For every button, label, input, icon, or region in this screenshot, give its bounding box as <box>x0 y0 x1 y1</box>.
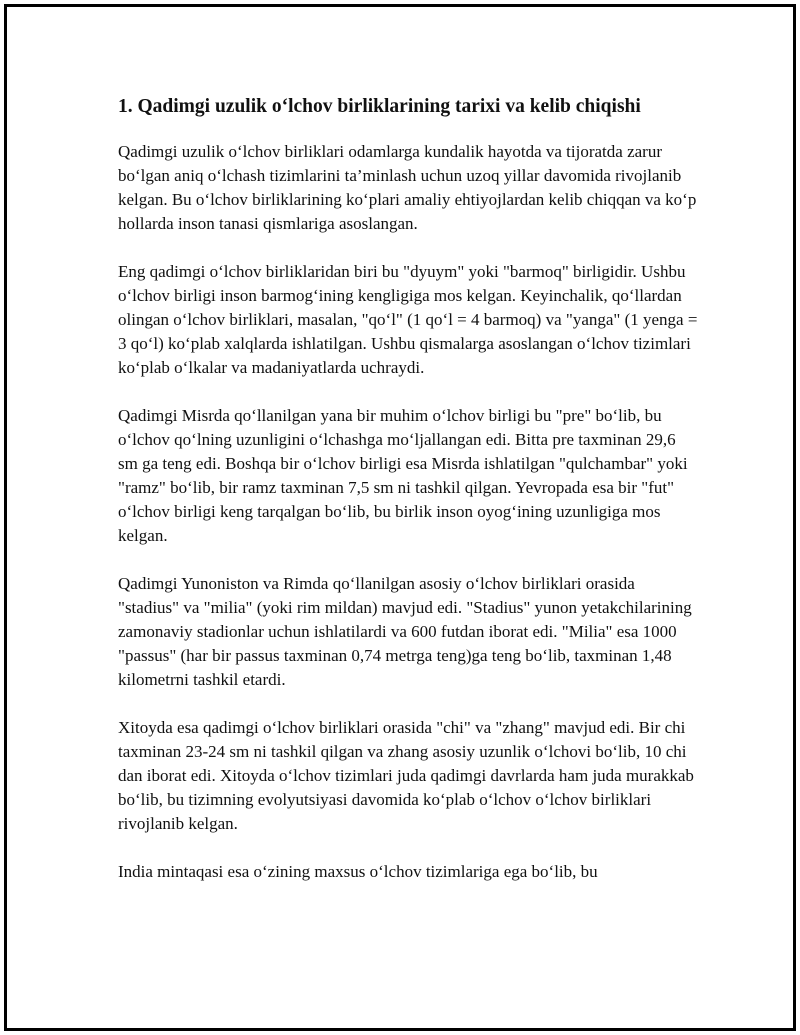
paragraph-3: Qadimgi Misrda qo‘llanilgan yana bir muhim o‘lchov birligi bu "pre" bo‘lib, bu o‘lchov qo‘lning uzunligini o‘lchashga mo‘ljallangan edi. Bitta pre taxminan 29,6 sm ga teng edi. Boshqa bir o‘lchov birligi esa Misrda ishlatilgan "qulchambar" yoki "ramz" bo‘lib, bir ramz taxminan 7,5 sm ni tashkil qilgan. Yevropada esa bir "fut" o‘lchov birligi keng tarqalgan bo‘lib, bu birlik inson oyog‘ining uzunligiga mos kelgan. <box>118 406 688 545</box>
section-heading: 1. Qadimgi uzulik o‘lchov birliklarining tarixi va kelib chiqishi <box>118 96 641 117</box>
paragraph-5: Xitoyda esa qadimgi o‘lchov birliklari orasida "chi" va "zhang" mavjud edi. Bir chi taxminan 23-24 sm ni tashkil qilgan va zhang asosiy uzunlik o‘lchovi bo‘lib, 10 chi dan iborat edi. Xitoyda o‘lchov tizimlari juda qadimgi davrlarda ham juda murakkab bo‘lib, bu tizimning evolyutsiyasi davomida ko‘plab o‘lchov o‘lchov birliklari rivojlanib kelgan. <box>118 718 694 833</box>
paragraph-1: Qadimgi uzulik o‘lchov birliklari odamlarga kundalik hayotda va tijoratda zarur bo‘lgan aniq o‘lchash tizimlarini ta’minlash uchun uzoq yillar davomida rivojlanib kelgan. Bu o‘lchov birliklarining ko‘plari amaliy ehtiyojlardan kelib chiqqan va ko‘p hollarda inson tanasi qismlariga asoslangan. <box>118 142 697 233</box>
paragraph-4: Qadimgi Yunoniston va Rimda qo‘llanilgan asosiy o‘lchov birliklari orasida "stadius" va "milia" (yoki rim mildan) mavjud edi. "Stadius" yunon yetakchilarining zamonaviy stadionlar uchun ishlatilardi va 600 futdan iborat edi. "Milia" esa 1000 "passus" (har bir passus taxminan 0,74 metrga teng)ga teng bo‘lib, taxminan 1,48 kilometrni tashkil etardi. <box>118 574 692 689</box>
document-content <box>118 94 698 908</box>
paragraph-2: Eng qadimgi o‘lchov birliklaridan biri bu "dyuym" yoki "barmoq" birligidir. Ushbu o‘lchov birligi inson barmog‘ining kengligiga mos kelgan. Keyinchalik, qo‘llardan olingan o‘lchov birliklari, masalan, "qo‘l" (1 qo‘l = 4 barmoq) va "yanga" (1 yenga = 3 qo‘l) ko‘plab xalqlarda ishlatilgan. Ushbu qismalarga asoslangan o‘lchov tizimlari ko‘plab o‘lkalar va madaniyatlarda uchraydi. <box>118 262 698 377</box>
paragraph-6: India mintaqasi esa o‘zining maxsus o‘lchov tizimlariga ega bo‘lib, bu <box>118 862 598 881</box>
